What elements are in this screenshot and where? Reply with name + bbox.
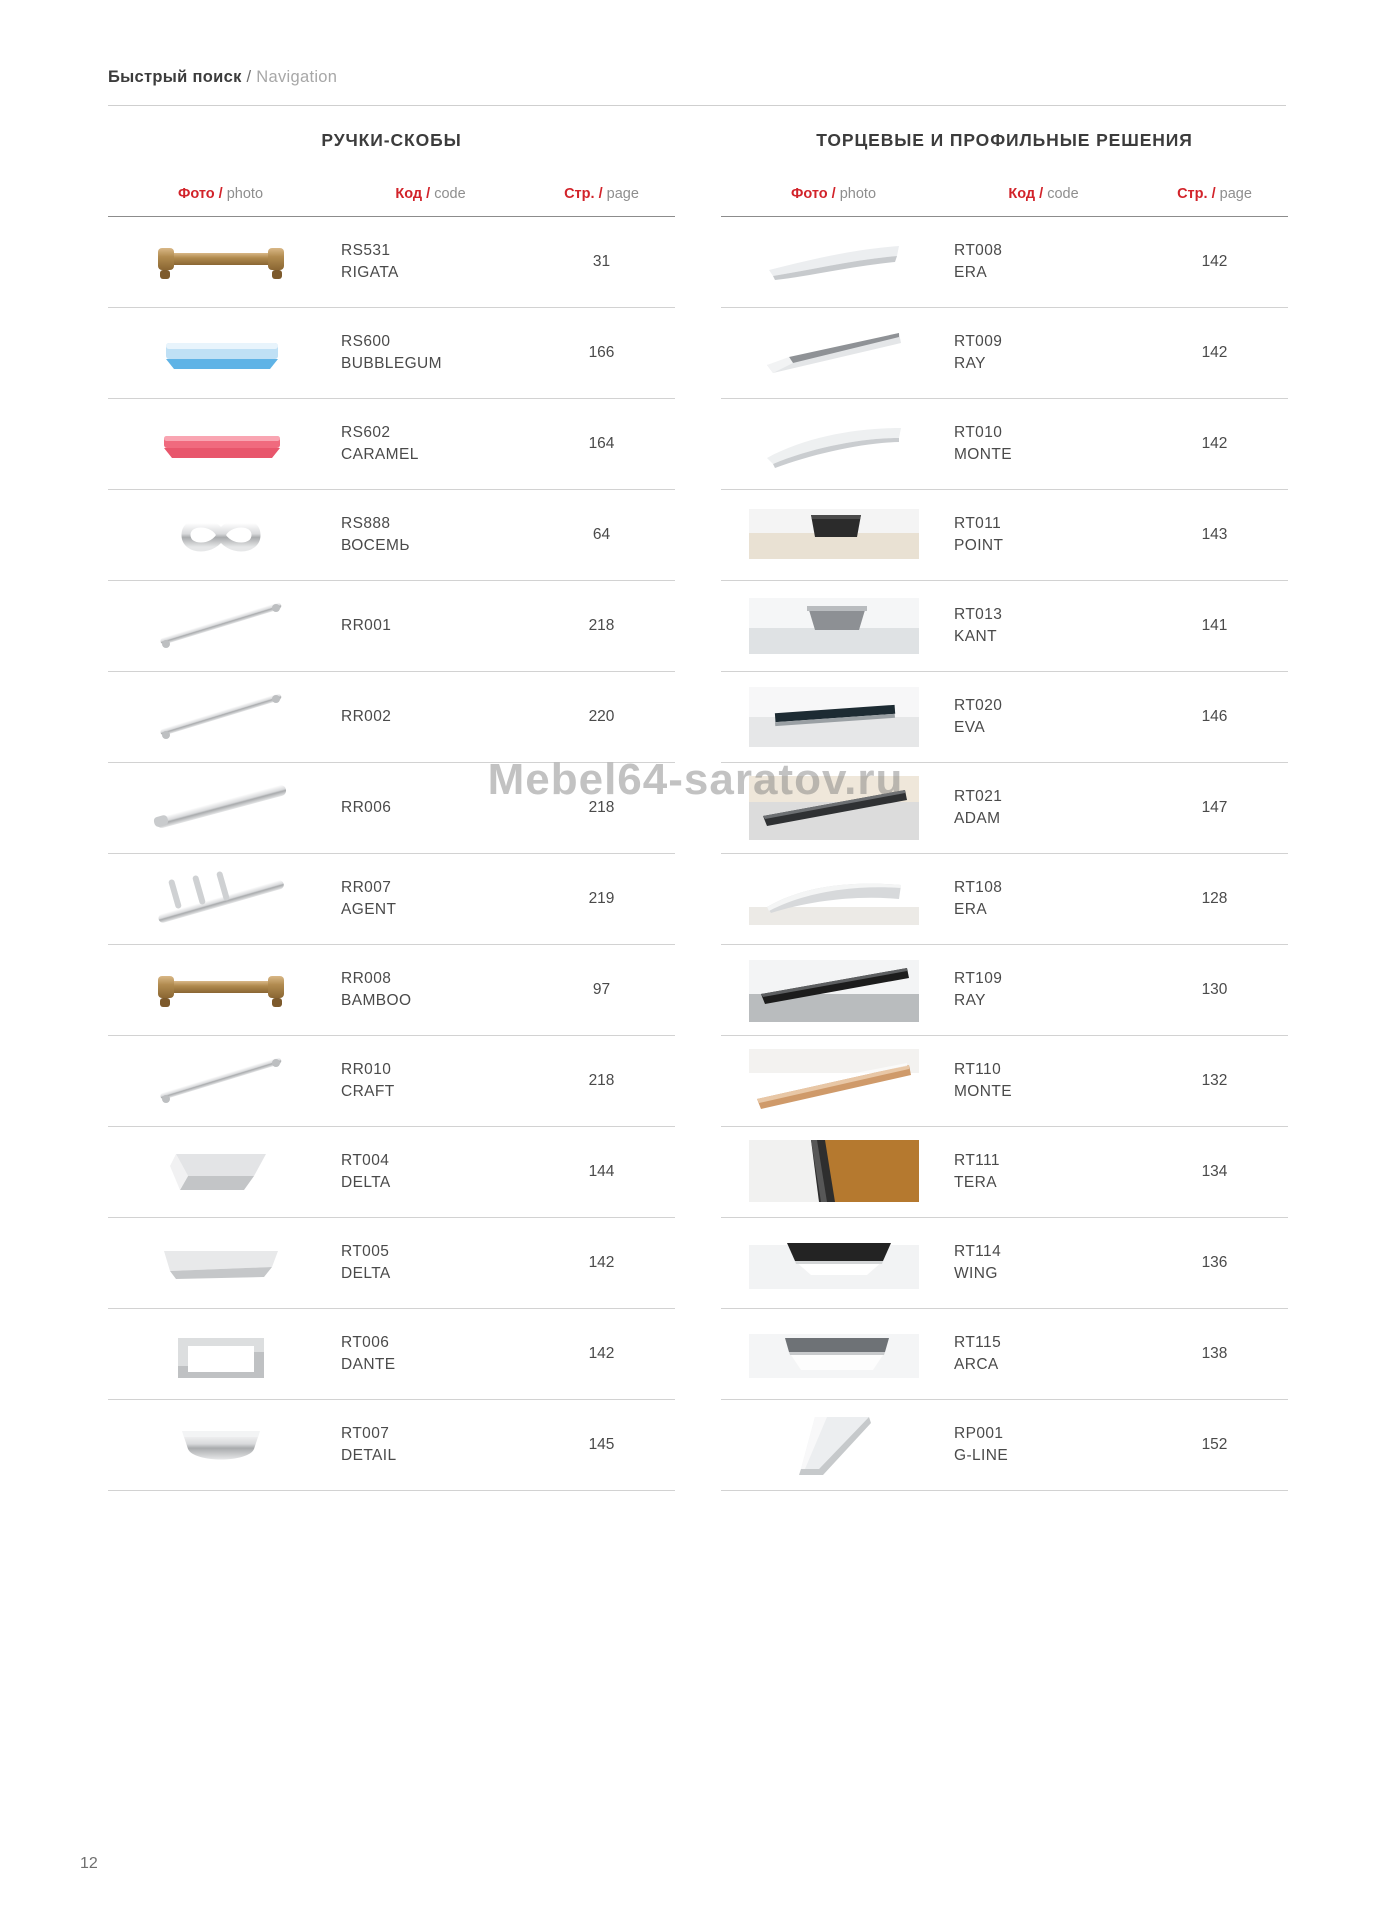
product-photo-icon	[749, 1136, 919, 1208]
product-page-number[interactable]: 130	[1141, 945, 1288, 1036]
product-code-cell	[946, 763, 1141, 854]
product-page-number[interactable]: 141	[1141, 581, 1288, 672]
product-page-number[interactable]: 97	[528, 945, 675, 1036]
header-page-ru: Стр.	[1177, 186, 1208, 202]
product-photo-cell	[721, 945, 946, 1036]
product-page-number[interactable]: 220	[528, 672, 675, 763]
product-name: EVA	[954, 719, 986, 736]
product-page-number[interactable]: 142	[528, 1309, 675, 1400]
table-header-row	[108, 185, 675, 217]
table-header-row	[721, 185, 1288, 217]
product-photo-cell	[721, 763, 946, 854]
product-code: RP001	[954, 1424, 1004, 1442]
product-photo-icon	[749, 1409, 919, 1481]
product-code-cell	[946, 1400, 1141, 1491]
product-photo-icon	[749, 863, 919, 935]
product-code-cell	[946, 945, 1141, 1036]
header-page-en: page	[606, 186, 639, 202]
product-photo-icon	[749, 590, 919, 662]
product-photo-cell	[108, 581, 333, 672]
header-code-slash: /	[1035, 186, 1048, 202]
table-row[interactable]	[108, 1309, 675, 1400]
table-row[interactable]	[721, 672, 1288, 763]
product-page-number[interactable]: 138	[1141, 1309, 1288, 1400]
product-name: ERA	[954, 901, 988, 918]
product-photo-icon	[749, 772, 919, 844]
product-photo-cell	[721, 1036, 946, 1127]
product-code-cell	[946, 1127, 1141, 1218]
header-divider	[108, 105, 1286, 106]
product-code-cell	[946, 217, 1141, 308]
product-name: RIGATA	[341, 264, 399, 281]
product-photo-cell	[108, 399, 333, 490]
table-row[interactable]	[108, 672, 675, 763]
header-code-ru: Код	[395, 186, 423, 202]
product-page-number[interactable]: 219	[528, 854, 675, 945]
product-photo-cell	[108, 217, 333, 308]
table-row[interactable]	[721, 854, 1288, 945]
product-name: AGENT	[341, 901, 397, 918]
product-name: DELTA	[341, 1265, 391, 1282]
product-page-number[interactable]: 144	[528, 1127, 675, 1218]
table-row[interactable]	[721, 1036, 1288, 1127]
product-code-cell	[333, 1400, 528, 1491]
product-photo-icon	[136, 681, 306, 753]
product-code: RT013	[954, 605, 1003, 623]
product-code-cell	[946, 1036, 1141, 1127]
product-page-number[interactable]: 142	[1141, 217, 1288, 308]
product-name: POINT	[954, 537, 1004, 554]
product-code-cell	[946, 854, 1141, 945]
product-photo-icon	[749, 1227, 919, 1299]
product-photo-icon	[136, 226, 306, 298]
product-photo-icon	[136, 1227, 306, 1299]
product-code: RT115	[954, 1333, 1002, 1351]
product-name: DELTA	[341, 1174, 391, 1191]
product-code-cell	[333, 399, 528, 490]
product-code-cell	[333, 672, 528, 763]
product-code-cell	[333, 581, 528, 672]
page-number: 12	[80, 1855, 98, 1872]
product-name: KANT	[954, 628, 997, 645]
product-code: RR010	[341, 1060, 392, 1078]
product-code: RT009	[954, 332, 1003, 350]
product-code: RT004	[341, 1151, 390, 1169]
product-page-number[interactable]: 145	[528, 1400, 675, 1491]
product-photo-icon	[136, 863, 306, 935]
product-code: RS531	[341, 241, 391, 259]
page-header	[108, 68, 337, 87]
product-code-cell	[946, 1309, 1141, 1400]
product-code: RT111	[954, 1151, 1000, 1169]
product-code-cell	[333, 1218, 528, 1309]
table-row[interactable]	[108, 399, 675, 490]
table-row[interactable]	[108, 945, 675, 1036]
product-page-number[interactable]: 147	[1141, 763, 1288, 854]
header-code	[946, 185, 1141, 217]
product-code: RT114	[954, 1242, 1002, 1260]
product-code: RT007	[341, 1424, 390, 1442]
header-page-ru: Стр.	[564, 186, 595, 202]
product-photo-icon	[136, 954, 306, 1026]
header-code-en: code	[1047, 186, 1079, 202]
product-code-cell	[946, 1218, 1141, 1309]
product-page-number[interactable]: 142	[1141, 308, 1288, 399]
product-code-cell	[333, 763, 528, 854]
header-page	[1141, 185, 1288, 217]
product-page-number[interactable]: 152	[1141, 1400, 1288, 1491]
table-row[interactable]	[721, 217, 1288, 308]
product-code: RT006	[341, 1333, 390, 1351]
table-row[interactable]	[108, 217, 675, 308]
product-name: RAY	[954, 355, 986, 372]
catalog-table-right	[721, 185, 1288, 1491]
product-name: TERA	[954, 1174, 997, 1191]
product-name: G-LINE	[954, 1447, 1009, 1464]
header-code-slash: /	[422, 186, 435, 202]
column-title-right: ТОРЦЕВЫЕ И ПРОФИЛЬНЫЕ РЕШЕНИЯ	[816, 130, 1193, 150]
product-page-number[interactable]: 134	[1141, 1127, 1288, 1218]
product-photo-cell	[721, 1400, 946, 1491]
product-name: ВОСЕМЬ	[341, 537, 410, 554]
header-page-en: page	[1219, 186, 1252, 202]
product-photo-cell	[721, 217, 946, 308]
product-name: CARAMEL	[341, 446, 419, 463]
table-row[interactable]	[108, 490, 675, 581]
product-photo-cell	[108, 1218, 333, 1309]
table-row[interactable]	[721, 490, 1288, 581]
product-photo-cell	[108, 763, 333, 854]
product-photo-icon	[749, 408, 919, 480]
product-photo-icon	[749, 1045, 919, 1117]
product-code-cell	[333, 945, 528, 1036]
header-photo-en: photo	[226, 186, 264, 202]
product-page-number[interactable]: 142	[528, 1218, 675, 1309]
product-page-number[interactable]: 218	[528, 581, 675, 672]
header-photo-ru: Фото	[790, 186, 828, 202]
product-code: RS888	[341, 514, 391, 532]
product-name: ADAM	[954, 810, 1001, 827]
product-photo-icon	[136, 772, 306, 844]
table-row[interactable]	[108, 1127, 675, 1218]
catalog-column-right	[721, 130, 1288, 1491]
product-code-cell	[333, 854, 528, 945]
product-page-number[interactable]: 128	[1141, 854, 1288, 945]
product-photo-icon	[136, 317, 306, 389]
product-photo-cell	[108, 308, 333, 399]
product-code: RT110	[954, 1060, 1002, 1078]
product-page-number[interactable]: 142	[1141, 399, 1288, 490]
product-page-number[interactable]: 143	[1141, 490, 1288, 581]
header-photo	[108, 185, 333, 217]
product-name: BUBBLEGUM	[341, 355, 442, 372]
product-page-number[interactable]: 166	[528, 308, 675, 399]
product-photo-cell	[108, 1400, 333, 1491]
product-page-number[interactable]: 64	[528, 490, 675, 581]
product-code: RR002	[341, 707, 392, 725]
product-name: WING	[954, 1265, 998, 1282]
table-row[interactable]	[108, 1218, 675, 1309]
product-photo-icon	[136, 1045, 306, 1117]
product-code: RR007	[341, 878, 392, 896]
product-photo-icon	[749, 226, 919, 298]
product-photo-icon	[749, 1318, 919, 1390]
table-row[interactable]	[721, 1400, 1288, 1491]
product-code: RT109	[954, 969, 1003, 987]
header-page-slash: /	[1207, 186, 1220, 202]
catalog-columns	[108, 130, 1288, 1491]
product-name: DANTE	[341, 1356, 396, 1373]
product-photo-cell	[721, 1309, 946, 1400]
product-code-cell	[333, 308, 528, 399]
product-page-number[interactable]: 146	[1141, 672, 1288, 763]
product-photo-cell	[721, 581, 946, 672]
product-name: MONTE	[954, 1083, 1012, 1100]
product-code-cell	[946, 490, 1141, 581]
product-page-number[interactable]: 132	[1141, 1036, 1288, 1127]
product-name: ARCA	[954, 1356, 999, 1373]
product-photo-cell	[108, 1036, 333, 1127]
header-photo-ru: Фото	[177, 186, 215, 202]
header-photo-en: photo	[839, 186, 877, 202]
product-name: ERA	[954, 264, 988, 281]
product-photo-cell	[108, 490, 333, 581]
product-code: RT008	[954, 241, 1003, 259]
table-row[interactable]	[721, 308, 1288, 399]
product-photo-cell	[108, 1127, 333, 1218]
product-code: RT005	[341, 1242, 390, 1260]
header-code-ru: Код	[1008, 186, 1036, 202]
product-code-cell	[946, 308, 1141, 399]
table-row[interactable]	[108, 308, 675, 399]
product-photo-icon	[136, 590, 306, 662]
catalog-table-left	[108, 185, 675, 1491]
header-code-en: code	[434, 186, 466, 202]
product-photo-cell	[721, 399, 946, 490]
product-code: RR008	[341, 969, 392, 987]
product-page-number[interactable]: 31	[528, 217, 675, 308]
header-page	[528, 185, 675, 217]
product-photo-cell	[721, 854, 946, 945]
page-header-en: Navigation	[256, 68, 338, 86]
product-code-cell	[946, 399, 1141, 490]
product-photo-cell	[721, 1127, 946, 1218]
product-code: RT108	[954, 878, 1003, 896]
product-page-number[interactable]: 136	[1141, 1218, 1288, 1309]
header-code	[333, 185, 528, 217]
table-row[interactable]	[721, 581, 1288, 672]
product-code: RT011	[954, 514, 1002, 532]
product-photo-cell	[721, 672, 946, 763]
product-name: MONTE	[954, 446, 1012, 463]
page-header-ru: Быстрый поиск	[108, 68, 242, 86]
product-photo-icon	[136, 408, 306, 480]
product-name: CRAFT	[341, 1083, 395, 1100]
product-code: RS602	[341, 423, 391, 441]
table-row[interactable]	[721, 1309, 1288, 1400]
table-row[interactable]	[721, 1127, 1288, 1218]
product-photo-icon	[136, 499, 306, 571]
table-row[interactable]	[721, 763, 1288, 854]
header-photo-slash: /	[827, 186, 840, 202]
table-row[interactable]	[108, 1036, 675, 1127]
header-photo	[721, 185, 946, 217]
product-page-number[interactable]: 218	[528, 1036, 675, 1127]
product-photo-icon	[749, 499, 919, 571]
table-row[interactable]	[108, 1400, 675, 1491]
product-code: RT021	[954, 787, 1003, 805]
page-header-slash: /	[241, 68, 257, 86]
product-name: DETAIL	[341, 1447, 397, 1464]
table-row[interactable]	[721, 1218, 1288, 1309]
column-title-left: РУЧКИ-СКОБЫ	[321, 130, 462, 150]
product-photo-icon	[136, 1136, 306, 1208]
product-photo-icon	[749, 954, 919, 1026]
product-page-number[interactable]: 218	[528, 763, 675, 854]
product-photo-icon	[136, 1318, 306, 1390]
header-page-slash: /	[594, 186, 607, 202]
product-photo-cell	[721, 490, 946, 581]
product-code-cell	[946, 581, 1141, 672]
header-photo-slash: /	[214, 186, 227, 202]
table-row[interactable]	[108, 763, 675, 854]
catalog-column-left	[108, 130, 675, 1491]
product-photo-cell	[721, 1218, 946, 1309]
product-photo-icon	[749, 681, 919, 753]
product-code: RR006	[341, 798, 392, 816]
product-code-cell	[333, 1127, 528, 1218]
product-code: RS600	[341, 332, 391, 350]
product-code: RR001	[341, 616, 392, 634]
catalog-body-right	[721, 217, 1288, 1491]
product-photo-icon	[749, 317, 919, 389]
catalog-body-left	[108, 217, 675, 1491]
product-code-cell	[333, 1036, 528, 1127]
site-watermark: Mebel64-saratov.ru	[487, 755, 904, 804]
product-code: RT020	[954, 696, 1003, 714]
table-row[interactable]	[108, 581, 675, 672]
table-row[interactable]	[721, 945, 1288, 1036]
product-photo-cell	[108, 1309, 333, 1400]
product-photo-cell	[108, 854, 333, 945]
product-photo-cell	[721, 308, 946, 399]
table-row[interactable]	[721, 399, 1288, 490]
product-code-cell	[946, 672, 1141, 763]
product-name: BAMBOO	[341, 992, 412, 1009]
product-name: RAY	[954, 992, 986, 1009]
product-code: RT010	[954, 423, 1003, 441]
product-code-cell	[333, 490, 528, 581]
product-photo-icon	[136, 1409, 306, 1481]
product-code-cell	[333, 217, 528, 308]
product-code-cell	[333, 1309, 528, 1400]
product-photo-cell	[108, 945, 333, 1036]
table-row[interactable]	[108, 854, 675, 945]
product-photo-cell	[108, 672, 333, 763]
product-page-number[interactable]: 164	[528, 399, 675, 490]
